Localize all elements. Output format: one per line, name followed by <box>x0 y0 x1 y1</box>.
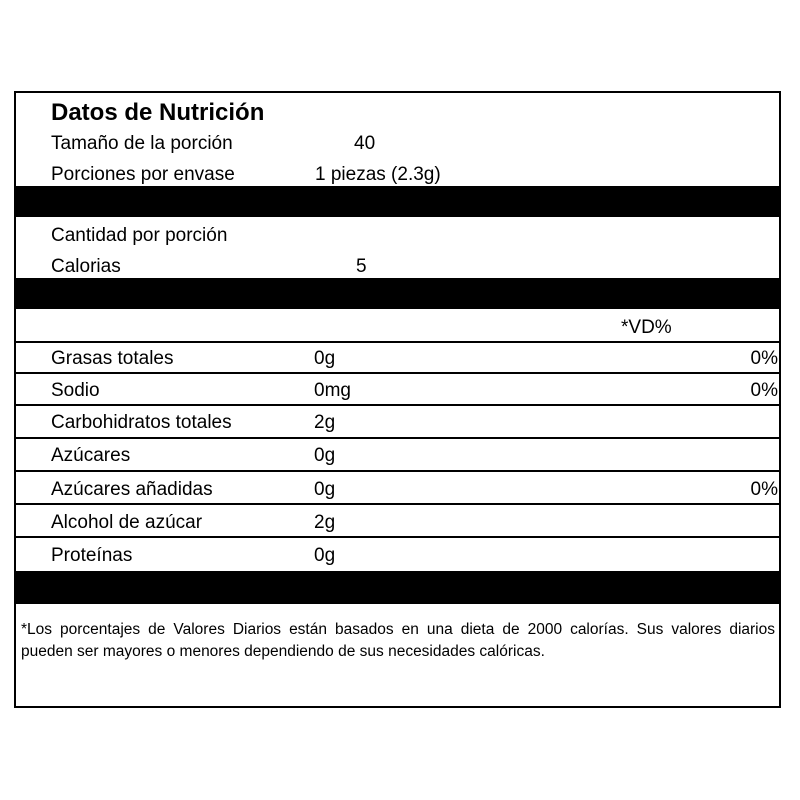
row-divider <box>16 470 779 472</box>
row-divider <box>16 404 779 406</box>
nutrient-amount: 0mg <box>314 380 351 401</box>
section-divider-bar <box>16 571 779 604</box>
section-divider-bar <box>16 186 779 217</box>
amount-per-serving-label: Cantidad por porción <box>51 225 228 246</box>
nutrient-amount: 0g <box>314 479 336 500</box>
daily-value-footnote: *Los porcentajes de Valores Diarios están basados en una dieta de 2000 calorías. Sus valores diarios pueden ser mayores o menores dependiendo de sus necesidades calóricas. <box>21 621 775 660</box>
panel-title: Datos de Nutrición <box>51 99 265 126</box>
row-divider <box>16 503 779 505</box>
serving-size-value: 40 <box>354 133 376 154</box>
nutrient-name: Sodio <box>51 380 100 401</box>
row-divider <box>16 536 779 538</box>
nutrient-amount: 2g <box>314 512 336 533</box>
nutrient-daily-value: 0% <box>750 479 778 500</box>
nutrient-amount: 0g <box>314 348 336 369</box>
nutrient-daily-value: 0% <box>750 380 778 401</box>
nutrient-name: Grasas totales <box>51 348 174 369</box>
section-divider-bar <box>16 278 779 309</box>
servings-per-container-label: Porciones por envase <box>51 164 235 185</box>
nutrition-facts-panel <box>14 91 781 708</box>
nutrient-name: Carbohidratos totales <box>51 412 232 433</box>
row-divider <box>16 341 779 343</box>
nutrient-daily-value: 0% <box>750 348 778 369</box>
nutrient-amount: 0g <box>314 445 336 466</box>
row-divider <box>16 437 779 439</box>
daily-value-header: *VD% <box>621 317 672 338</box>
nutrient-name: Azúcares añadidas <box>51 479 213 500</box>
nutrient-name: Azúcares <box>51 445 131 466</box>
row-divider <box>16 372 779 374</box>
calories-value: 5 <box>356 256 367 277</box>
nutrient-name: Alcohol de azúcar <box>51 512 203 533</box>
servings-per-container-value: 1 piezas (2.3g) <box>315 164 441 185</box>
nutrient-name: Proteínas <box>51 545 133 566</box>
serving-size-label: Tamaño de la porción <box>51 133 233 154</box>
nutrient-amount: 0g <box>314 545 336 566</box>
calories-label: Calorias <box>51 256 121 277</box>
nutrient-amount: 2g <box>314 412 336 433</box>
